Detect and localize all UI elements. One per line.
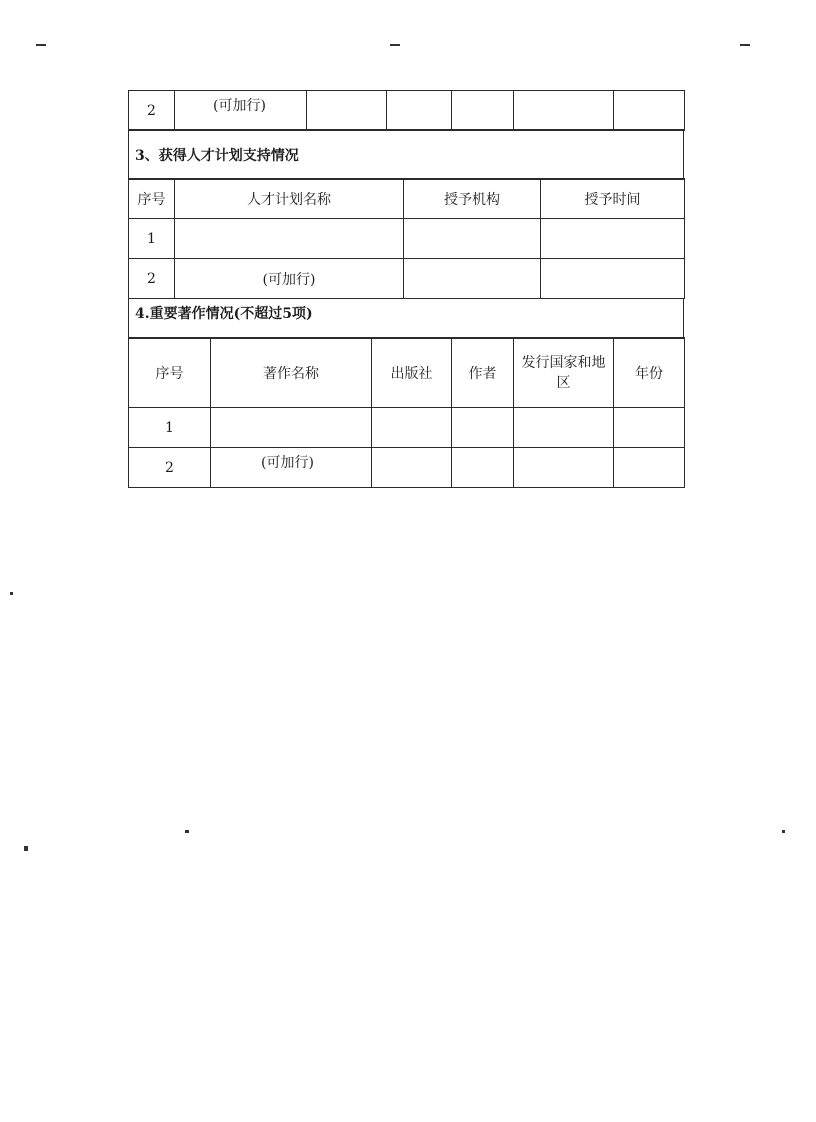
continuation-table [128, 90, 685, 131]
scan-mark [36, 44, 46, 46]
add-row-note [211, 448, 372, 488]
table-cell[interactable] [541, 219, 685, 259]
add-row-note-text: (可加行) [213, 97, 266, 114]
header-plan-name: 人才计划名称 [175, 179, 404, 219]
row-index: 2 [129, 448, 211, 488]
table-header-row [129, 338, 685, 408]
add-row-note-text: (可加行) [261, 454, 314, 471]
table-cell[interactable] [452, 408, 514, 448]
header-grant-date: 授予时间 [541, 179, 685, 219]
table-cell[interactable] [514, 448, 614, 488]
table-cell[interactable] [307, 91, 387, 131]
table-row [129, 91, 685, 131]
add-row-note [175, 91, 307, 131]
plan-name-cell: (可加行) [175, 259, 404, 299]
table-row [129, 259, 685, 299]
header-index: 序号 [129, 179, 175, 219]
section3-title-table [128, 129, 684, 180]
table-cell[interactable] [452, 91, 514, 131]
section4-title: 4.重要著作情况(不超过5项) [129, 299, 684, 339]
header-granting-agency: 授予机构 [404, 179, 541, 219]
header-publisher: 出版社 [372, 338, 452, 408]
table-cell[interactable] [514, 408, 614, 448]
section3-title: 3、获得人才计划支持情况 [129, 130, 684, 180]
table-cell[interactable] [452, 448, 514, 488]
header-year: 年份 [614, 338, 685, 408]
scan-mark [185, 830, 189, 833]
row-index: 1 [129, 408, 211, 448]
table-cell[interactable] [404, 219, 541, 259]
section4-title-table [128, 298, 684, 339]
plan-name-cell[interactable] [175, 219, 404, 259]
table-row [129, 408, 685, 448]
table-cell[interactable] [372, 408, 452, 448]
publications-table [128, 337, 685, 488]
header-work-title: 著作名称 [211, 338, 372, 408]
scan-mark [740, 44, 750, 46]
table-header-row [129, 179, 685, 219]
table-cell[interactable] [614, 408, 685, 448]
scan-mark [24, 846, 28, 851]
scan-mark [10, 592, 13, 595]
table-cell[interactable] [614, 91, 685, 131]
table-cell[interactable] [514, 91, 614, 131]
scan-mark [782, 830, 785, 833]
table-cell[interactable] [387, 91, 452, 131]
row-index: 1 [129, 219, 175, 259]
header-country-region [514, 338, 614, 408]
talent-plan-table [128, 178, 685, 299]
work-title-cell[interactable] [211, 408, 372, 448]
header-author: 作者 [452, 338, 514, 408]
table-row [129, 219, 685, 259]
scan-mark [390, 44, 400, 46]
table-row [129, 448, 685, 488]
header-index: 序号 [129, 338, 211, 408]
header-country-region-text: 发行国家和地区 [521, 354, 606, 391]
table-cell[interactable] [372, 448, 452, 488]
row-index: 2 [129, 259, 175, 299]
table-cell[interactable] [541, 259, 685, 299]
row-index: 2 [129, 91, 175, 131]
table-cell[interactable] [614, 448, 685, 488]
table-cell[interactable] [404, 259, 541, 299]
